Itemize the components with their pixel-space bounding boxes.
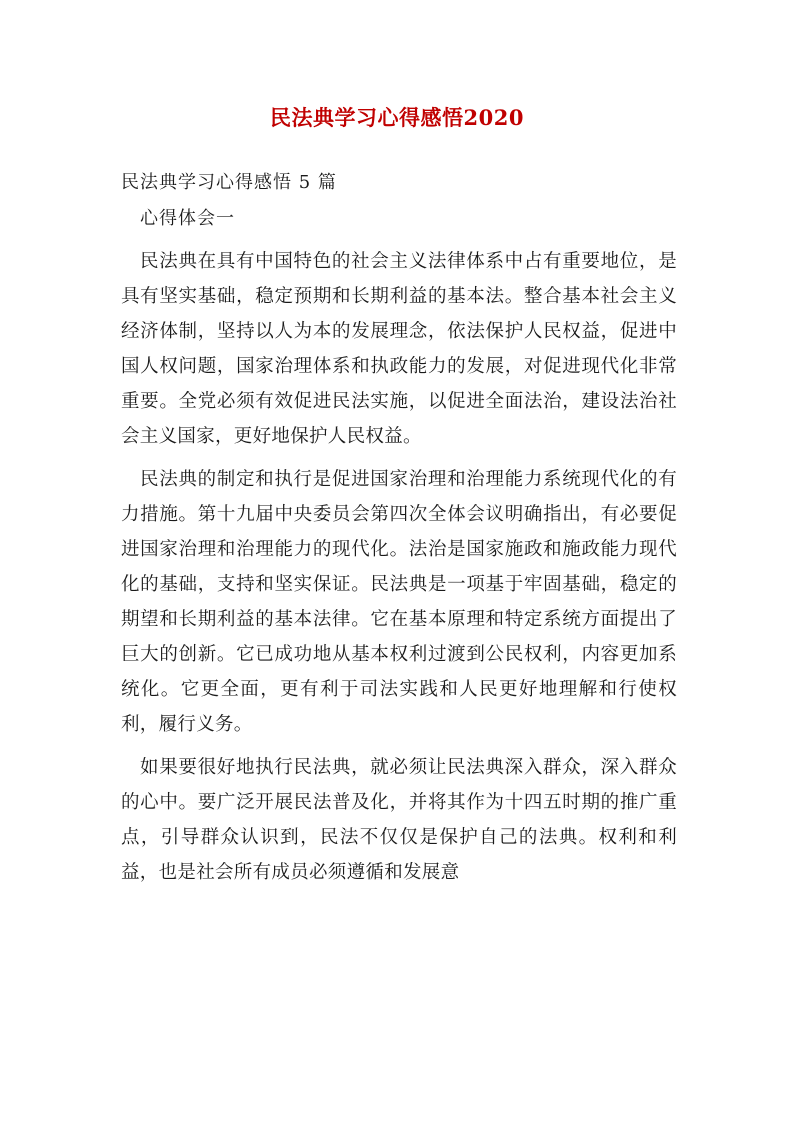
- body-text: [121, 244, 677, 898]
- document-subtitle: 民法典学习心得感悟 5 篇: [121, 172, 337, 193]
- paragraph-1: 民法典在具有中国特色的社会主义法律体系中占有重要地位，是具有坚实基础，稳定预期和长期利益的基本法。整合基本社会主义经济体制，坚持以人为本的发展理念，依法保护人民权益，促进中国人权问题，国家治理体系和执政能力的发展，对促进现代化非常重要。全党必须有效促进民法实施，以促进全面法治，建设法治社会主义国家，更好地保护人民权益。: [121, 251, 677, 447]
- section-heading: 心得体会一: [140, 208, 235, 229]
- paragraph-3: 如果要很好地执行民法典，就必须让民法典深入群众，深入群众的心中。要广泛开展民法普及化，并将其作为十四五时期的推广重点，引导群众认识到，民法不仅仅是保护自己的法典。权利和利益，也是社会所有成员必须遵循和发展意: [121, 757, 677, 883]
- paragraph-2: 民法典的制定和执行是促进国家治理和治理能力系统现代化的有力措施。第十九届中央委员会第四次全体会议明确指出，有必要促进国家治理和治理能力的现代化。法治是国家施政和施政能力现代化的基础，支持和坚实保证。民法典是一项基于牢固基础，稳定的期望和长期利益的基本法律。它在基本原理和特定系统方面提出了巨大的创新。它已成功地从基本权利过渡到公民权利，内容更加系统化。它更全面，更有利于司法实践和人民更好地理解和行使权利，履行义务。: [121, 469, 677, 735]
- document-title: 民法典学习心得感悟2020: [270, 105, 524, 130]
